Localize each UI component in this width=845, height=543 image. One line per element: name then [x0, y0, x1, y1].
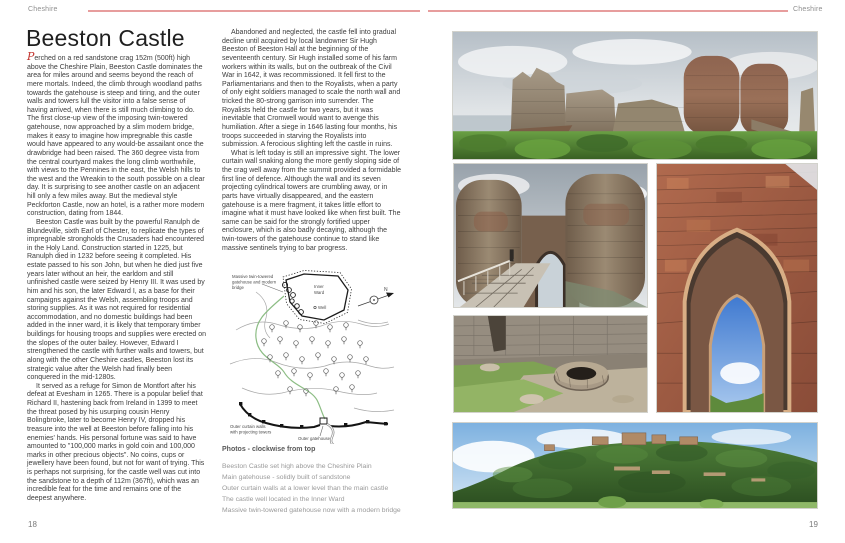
paragraph-intro	[27, 50, 206, 219]
label-inner-ward-2: Ward	[314, 290, 325, 295]
label-gatehouse-3: bridge	[232, 285, 244, 290]
label-gatehouse-1: Massive twin-towered	[232, 274, 274, 279]
photo-castle-well	[453, 315, 648, 413]
caption-item: Beeston Castle set high above the Cheshire Plain	[222, 463, 372, 470]
text-column-1	[27, 50, 207, 504]
header-rule	[88, 10, 420, 12]
label-outer-gatehouse: Outer gatehouse	[298, 436, 331, 441]
compass-north-label: N	[384, 287, 388, 293]
page-title: Beeston Castle	[26, 25, 185, 51]
page-number-right: 19	[809, 520, 818, 529]
site-map-diagram	[226, 268, 402, 444]
label-well: Well	[318, 305, 327, 310]
label-gatehouse-2: gatehouse and modern	[232, 279, 277, 285]
running-header-right: Cheshire	[793, 6, 823, 13]
caption-item: Massive twin-towered gatehouse now with a modern bridge	[222, 507, 401, 514]
paragraph-today: What is left today is still an impressive sight. The lower curtain wall snaking along the more gently sloping side of the crag well away from the summit provided a formidable first line of defence. Although the wall and its seven projecting cylindrical towers are crumbling away, or in parts have virtually disappeared, and the eastern gatehouse is a mere fragment, it takes little effort to imagine what it must have looked like when first built. The same can be said for the strongly fortified upper enclosure, which is also badly decaying, although the twin-towers of the gatehouse continue to stand like massive sentinels trying to bar progress.	[222, 149, 401, 252]
woodland-trees	[262, 321, 369, 397]
photo-wooded-hill	[452, 422, 818, 509]
photo-caption-list	[222, 461, 407, 516]
site-map-svg	[226, 268, 402, 444]
paragraph-intro-text: erched on a red sandstone crag 152m (500ft) high above the Cheshire Plain, Beeston Castle dominates the area for miles around and seems beyond the reach of mere mortals. Indeed, the climb through woodland paths towards the gatehouse is steep and tiring, and the outer walls and towers lull the visitor into a false sense of having arrived, when there is still much climbing to do. The first close-up view of the imposing twin-towered gatehouse, now approached by a slim modern bridge, makes it easy to imagine how impregnable this castle would have appeared to any would-be assailant once the drawbridge had been raised. The 360 degree vista from the central courtyard makes the long climb worthwhile, with views to the Pennines in the east, the Welsh hills to the west and the Wreakin to the south possible on a clear day. It is surprising to see another castle on an adjacent hill only a few miles away. But the medieval style Peckforton Castle, now an hotel, is a rather more modern construction, dating from 1844.	[27, 55, 205, 218]
text-column-2	[222, 29, 402, 253]
photos-caption-heading: Photos - clockwise from top	[222, 446, 316, 453]
drop-cap: P	[27, 50, 35, 63]
photo-castle-above-plain	[452, 31, 818, 160]
footpath-line	[256, 296, 325, 419]
caption-item: Outer curtain walls at a lower level than the main castle	[222, 485, 389, 492]
photo-arch-inner-ward	[656, 163, 818, 413]
caption-item: The castle well located in the Inner Ward	[222, 496, 345, 503]
gatehouse-sketch	[282, 282, 303, 314]
caption-item: Main gatehouse - solidly built of sandstone	[222, 474, 351, 481]
page-number-left: 18	[28, 520, 37, 529]
header-rule	[428, 10, 788, 12]
page-left	[0, 0, 422, 543]
photo-main-gatehouse	[453, 163, 648, 308]
running-header-left: Cheshire	[28, 6, 58, 13]
paragraph-history: Beeston Castle was built by the powerful Ranulph de Blundeville, sixth Earl of Chester, to replicate the types of impregnable strongholds the Crusaders had encountered in the Holy Land. Construction started in 1225, but Ranulph died in 1232 before seeing it completed. His estate passed to his son John, but when he died just five years later without an heir, the earldom and still unfinished castle were seized by Henry III. It was used by him and his son, the later Edward I, as a base for their campaigns against the Welsh, assembling troops and storing supplies. As it was not required for residential accommodation, and no domestic buildings had been added in the inner ward, it is likely that temporary timber buildings for housing troops and supplies were erected on the slopes of the outer bailey. However, Edward I strengthened the castle with further walls and towers, but along with the other Cheshire castles, Beeston lost its strategic value after the Welsh had finally been conquered in the mid-1280s.	[27, 218, 207, 382]
label-inner-ward-1: Inner	[314, 284, 324, 289]
paragraph-legend: It served as a refuge for Simon de Montfort after his defeat at Evesham in 1265. There is a popular belief that Richard II, hastening back from Ireland in 1399 to meet the threat posed by his usurping cousin Henry Bolingbroke, later to become Henry IV, dropped his treasure into the well at Beeston before falling into his enemies' hands. His personal fortune was said to have amounted to "100,000 marks in gold coin and 100,000 marks in other precious objects". No coins, cups or jewellery have been found, but not for want of trying. This is perhaps not surprising, for the castle well was cut into the sandstone to a depth of 112m (367ft), which was an incredible feat for the time and remains one of the deepest anywhere.	[27, 382, 205, 502]
page-right	[423, 0, 845, 543]
compass-icon	[358, 287, 394, 306]
label-outer-walls-1: Outer curtain walls	[230, 424, 266, 429]
label-outer-walls-2: with projecting towers	[230, 429, 272, 435]
paragraph-civilwar: Abandoned and neglected, the castle fell into gradual decline until acquired by local landowner Sir Hugh Beeston of Beeston Hall at the beginning of the seventeenth century. Sir Hugh installed some of his farm workers within its walls, but on the outbreak of the Civil War in 1642, it was recommissioned. It fell first to the Parliamentarians and then to the Royalists, when a party of only eight soldiers managed to scale the north wall and tricked the 80-strong garrison into surrender. The Royalists held the castle for two years, but it was inevitable that Cromwell would want to avenge this humiliation. After a siege in 1646 lasting four months, his troops succeeded in starving the Royalists into submission. A ferocious slighting left the castle in ruins.	[222, 29, 401, 149]
